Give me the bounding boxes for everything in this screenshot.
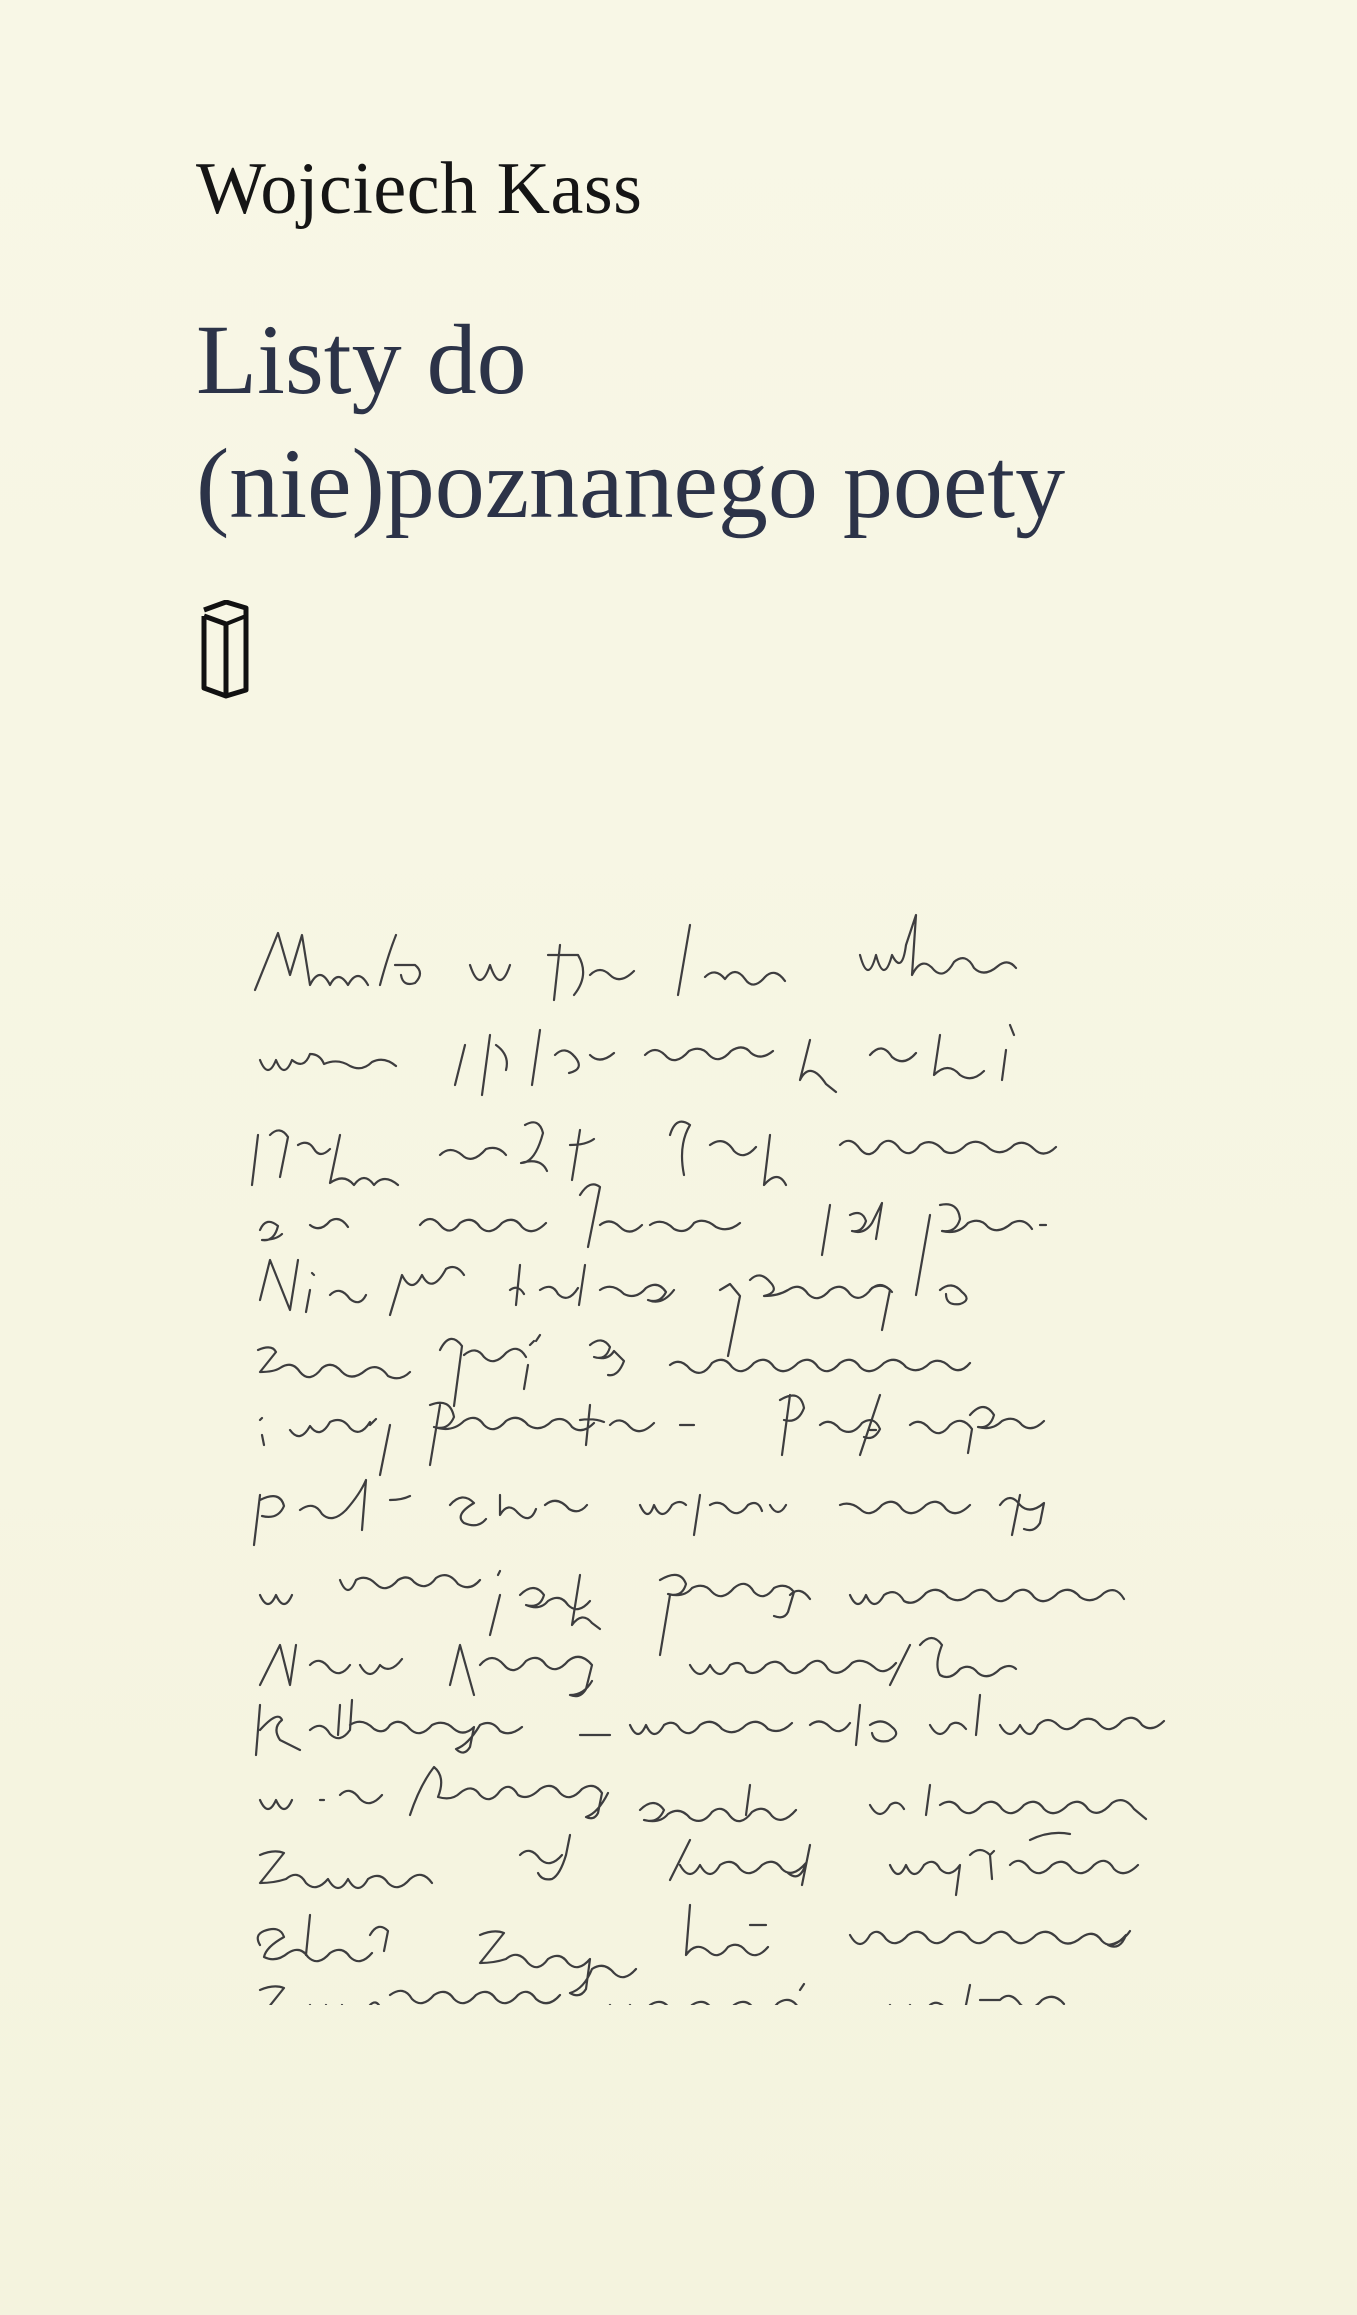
author-name: Wojciech Kass: [196, 148, 643, 230]
title-line-2: (nie)poznanego poety: [196, 428, 1066, 539]
book-mark-icon: [196, 600, 254, 704]
handwritten-manuscript: [250, 905, 1230, 2005]
title-line-1: Listy do: [196, 304, 527, 415]
book-title: [196, 298, 1065, 546]
